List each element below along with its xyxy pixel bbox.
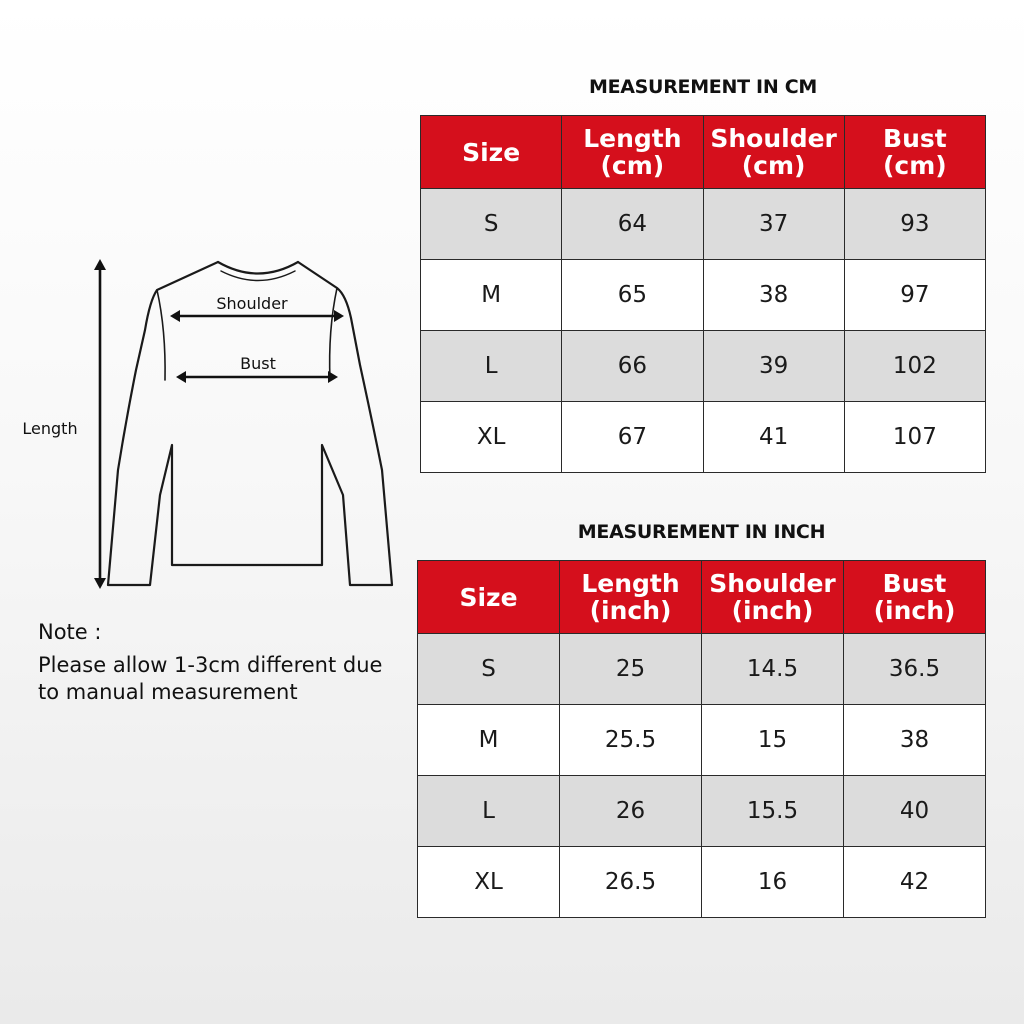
table-row xyxy=(421,260,986,331)
column-header-text: (inch) xyxy=(589,596,672,625)
value-cell: 67 xyxy=(562,402,703,473)
table-row xyxy=(418,847,986,918)
table-row xyxy=(418,634,986,705)
column-header-text: (cm) xyxy=(741,151,806,180)
table-row xyxy=(421,331,986,402)
column-header-text: (cm) xyxy=(600,151,665,180)
column-header-text: Shoulder xyxy=(710,124,837,153)
value-cell: 26.5 xyxy=(560,847,702,918)
table-header-row xyxy=(418,561,986,634)
column-header-text: Length xyxy=(581,569,680,598)
bust-label: Bust xyxy=(240,354,276,373)
value-cell: 36.5 xyxy=(844,634,986,705)
column-header xyxy=(844,116,985,189)
column-header xyxy=(844,561,986,634)
right-sleeve-seam xyxy=(330,288,337,380)
size-cell: L xyxy=(418,776,560,847)
column-header-text: (cm) xyxy=(883,151,947,180)
value-cell: 37 xyxy=(703,189,844,260)
column-header xyxy=(421,116,562,189)
column-header xyxy=(702,561,844,634)
table-row xyxy=(421,189,986,260)
column-header-text: Bust xyxy=(882,569,947,598)
size-cell: S xyxy=(421,189,562,260)
value-cell: 25 xyxy=(560,634,702,705)
column-header-text: (inch) xyxy=(731,596,814,625)
length-arrow xyxy=(94,259,106,589)
table-row xyxy=(418,705,986,776)
cm-table-title: MEASUREMENT IN CM xyxy=(588,76,817,98)
column-header-text: Size xyxy=(459,582,518,612)
value-cell: 42 xyxy=(844,847,986,918)
size-table-cm xyxy=(420,115,986,473)
column-header-text: Size xyxy=(462,137,521,167)
size-table-inch xyxy=(417,560,986,918)
shirt-collar xyxy=(218,262,298,274)
value-cell: 15.5 xyxy=(702,776,844,847)
value-cell: 15 xyxy=(702,705,844,776)
shoulder-label: Shoulder xyxy=(216,294,288,313)
value-cell: 38 xyxy=(703,260,844,331)
column-header-text: Bust xyxy=(883,124,947,153)
column-header-text: Shoulder xyxy=(709,569,836,598)
value-cell: 40 xyxy=(844,776,986,847)
table-header-row xyxy=(421,116,986,189)
value-cell: 41 xyxy=(703,402,844,473)
left-sleeve-seam xyxy=(157,290,165,380)
size-cell: S xyxy=(418,634,560,705)
column-header-text: Length xyxy=(583,124,682,153)
value-cell: 97 xyxy=(844,260,985,331)
column-header-text: (inch) xyxy=(873,596,956,625)
value-cell: 64 xyxy=(562,189,703,260)
column-header xyxy=(418,561,560,634)
value-cell: 16 xyxy=(702,847,844,918)
value-cell: 102 xyxy=(844,331,985,402)
value-cell: 66 xyxy=(562,331,703,402)
size-cell: XL xyxy=(418,847,560,918)
note-text: Please allow 1-3cm different due to manual measurement xyxy=(38,653,383,704)
note-title: Note : xyxy=(38,620,102,644)
inch-table-title: MEASUREMENT IN INCH xyxy=(577,521,826,543)
value-cell: 93 xyxy=(844,189,985,260)
value-cell: 65 xyxy=(562,260,703,331)
column-header xyxy=(560,561,702,634)
size-cell: XL xyxy=(421,402,562,473)
table-row xyxy=(418,776,986,847)
size-cell: M xyxy=(421,260,562,331)
column-header xyxy=(703,116,844,189)
column-header xyxy=(562,116,703,189)
length-label: Length xyxy=(22,419,78,438)
value-cell: 25.5 xyxy=(560,705,702,776)
value-cell: 26 xyxy=(560,776,702,847)
value-cell: 38 xyxy=(844,705,986,776)
size-cell: L xyxy=(421,331,562,402)
note-section xyxy=(38,620,398,706)
value-cell: 107 xyxy=(844,402,985,473)
value-cell: 39 xyxy=(703,331,844,402)
size-cell: M xyxy=(418,705,560,776)
value-cell: 14.5 xyxy=(702,634,844,705)
shirt-measurement-diagram xyxy=(0,240,400,600)
table-row xyxy=(421,402,986,473)
